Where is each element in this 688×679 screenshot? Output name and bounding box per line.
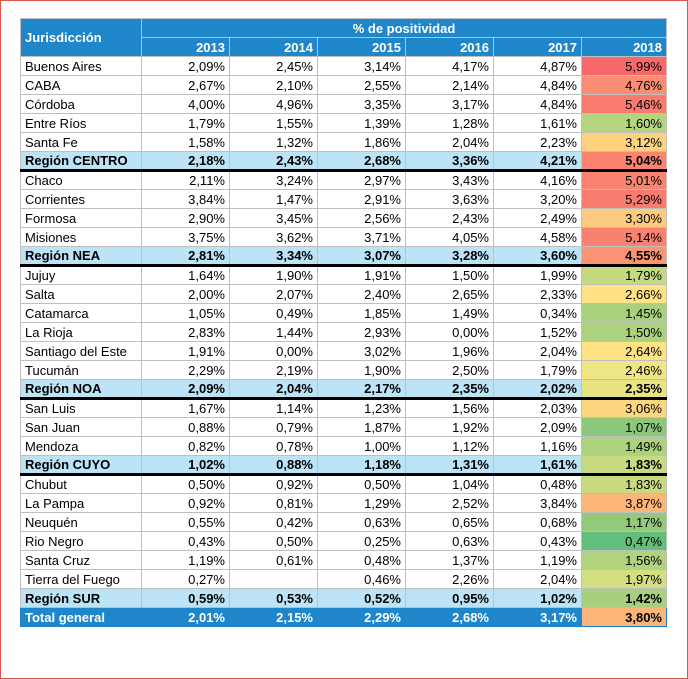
value-cell: 1,02% [494, 589, 582, 608]
value-cell: 3,14% [318, 57, 406, 76]
table-row [21, 171, 667, 190]
value-cell: 4,17% [406, 57, 494, 76]
value-cell: 4,87% [494, 57, 582, 76]
value-cell: 1,31% [406, 456, 494, 475]
value-cell: 2,04% [494, 570, 582, 589]
value-cell: 1,79% [142, 114, 230, 133]
table-row [21, 532, 667, 551]
value-cell: 2,01% [142, 608, 230, 627]
value-cell: 2,43% [406, 209, 494, 228]
value-2018-cell: 4,55% [582, 247, 667, 266]
value-2018-cell: 3,80% [582, 608, 667, 627]
jurisdiction-name: Salta [21, 285, 142, 304]
value-cell: 1,58% [142, 133, 230, 152]
value-cell: 3,35% [318, 95, 406, 114]
value-cell: 0,79% [230, 418, 318, 437]
value-cell: 2,91% [318, 190, 406, 209]
value-cell: 2,55% [318, 76, 406, 95]
value-cell: 2,35% [406, 380, 494, 399]
table-row [21, 323, 667, 342]
table-row [21, 437, 667, 456]
value-cell: 2,68% [318, 152, 406, 171]
value-cell: 2,10% [230, 76, 318, 95]
table-row [21, 418, 667, 437]
table-row [21, 133, 667, 152]
jurisdiction-name: Región CENTRO [21, 152, 142, 171]
value-cell: 0,78% [230, 437, 318, 456]
region-row [21, 456, 667, 475]
value-cell: 0,82% [142, 437, 230, 456]
table-row [21, 513, 667, 532]
header-year: 2015 [318, 38, 406, 57]
value-cell: 3,28% [406, 247, 494, 266]
table-row [21, 209, 667, 228]
value-cell: 1,05% [142, 304, 230, 323]
table-row [21, 190, 667, 209]
table-row [21, 361, 667, 380]
value-cell: 1,91% [318, 266, 406, 285]
value-cell: 2,29% [318, 608, 406, 627]
value-cell: 2,11% [142, 171, 230, 190]
positivity-table [20, 18, 667, 627]
value-cell: 3,84% [142, 190, 230, 209]
value-cell: 4,16% [494, 171, 582, 190]
value-cell: 3,84% [494, 494, 582, 513]
value-cell: 3,34% [230, 247, 318, 266]
value-cell: 0,88% [230, 456, 318, 475]
table-row [21, 95, 667, 114]
value-cell: 1,47% [230, 190, 318, 209]
value-2018-cell: 1,50% [582, 323, 667, 342]
value-cell: 0,81% [230, 494, 318, 513]
value-cell: 2,02% [494, 380, 582, 399]
jurisdiction-name: Santiago del Este [21, 342, 142, 361]
table-row [21, 76, 667, 95]
value-cell: 1,19% [142, 551, 230, 570]
value-2018-cell: 5,29% [582, 190, 667, 209]
value-cell: 0,92% [230, 475, 318, 494]
value-cell: 1,55% [230, 114, 318, 133]
value-2018-cell: 1,79% [582, 266, 667, 285]
header-year: 2018 [582, 38, 667, 57]
value-cell: 0,43% [494, 532, 582, 551]
jurisdiction-name: Misiones [21, 228, 142, 247]
value-cell: 2,81% [142, 247, 230, 266]
value-cell: 0,63% [406, 532, 494, 551]
value-cell: 1,04% [406, 475, 494, 494]
value-cell: 1,92% [406, 418, 494, 437]
value-cell: 2,00% [142, 285, 230, 304]
header-title: % de positividad [142, 19, 667, 38]
jurisdiction-name: Región CUYO [21, 456, 142, 475]
value-cell: 2,43% [230, 152, 318, 171]
table-row [21, 57, 667, 76]
jurisdiction-name: La Rioja [21, 323, 142, 342]
jurisdiction-name: Tucumán [21, 361, 142, 380]
value-cell: 3,17% [494, 608, 582, 627]
value-cell: 4,00% [142, 95, 230, 114]
region-row [21, 380, 667, 399]
value-cell: 0,48% [494, 475, 582, 494]
value-cell: 2,97% [318, 171, 406, 190]
value-cell: 1,67% [142, 399, 230, 418]
value-cell: 2,26% [406, 570, 494, 589]
value-cell: 4,84% [494, 76, 582, 95]
table-row [21, 494, 667, 513]
value-cell: 2,04% [230, 380, 318, 399]
value-2018-cell: 3,06% [582, 399, 667, 418]
value-cell: 3,20% [494, 190, 582, 209]
jurisdiction-name: Región NEA [21, 247, 142, 266]
value-cell: 1,16% [494, 437, 582, 456]
value-cell: 0,68% [494, 513, 582, 532]
value-2018-cell: 5,14% [582, 228, 667, 247]
value-cell: 2,83% [142, 323, 230, 342]
value-cell [230, 570, 318, 589]
table-row [21, 266, 667, 285]
value-cell: 1,64% [142, 266, 230, 285]
value-cell: 3,75% [142, 228, 230, 247]
value-cell: 1,90% [230, 266, 318, 285]
table-row [21, 475, 667, 494]
value-cell: 4,84% [494, 95, 582, 114]
value-2018-cell: 0,47% [582, 532, 667, 551]
value-cell: 2,04% [406, 133, 494, 152]
value-cell: 0,00% [406, 323, 494, 342]
value-cell: 2,09% [142, 380, 230, 399]
value-cell: 0,25% [318, 532, 406, 551]
value-cell: 2,03% [494, 399, 582, 418]
jurisdiction-name: Santa Cruz [21, 551, 142, 570]
value-cell: 2,52% [406, 494, 494, 513]
jurisdiction-name: Neuquén [21, 513, 142, 532]
jurisdiction-name: Buenos Aires [21, 57, 142, 76]
value-2018-cell: 1,83% [582, 456, 667, 475]
table-row [21, 114, 667, 133]
value-cell: 4,58% [494, 228, 582, 247]
jurisdiction-name: Santa Fe [21, 133, 142, 152]
jurisdiction-name: La Pampa [21, 494, 142, 513]
value-cell: 2,19% [230, 361, 318, 380]
value-cell: 1,91% [142, 342, 230, 361]
header-jurisdiccion: Jurisdicción [21, 19, 142, 57]
value-2018-cell: 1,49% [582, 437, 667, 456]
value-cell: 0,50% [318, 475, 406, 494]
value-cell: 2,04% [494, 342, 582, 361]
value-cell: 2,14% [406, 76, 494, 95]
value-cell: 2,56% [318, 209, 406, 228]
value-2018-cell: 1,45% [582, 304, 667, 323]
value-cell: 0,27% [142, 570, 230, 589]
value-cell: 1,29% [318, 494, 406, 513]
jurisdiction-name: Chaco [21, 171, 142, 190]
header-year: 2013 [142, 38, 230, 57]
value-cell: 1,86% [318, 133, 406, 152]
value-cell: 0,52% [318, 589, 406, 608]
value-cell: 3,62% [230, 228, 318, 247]
jurisdiction-name: Tierra del Fuego [21, 570, 142, 589]
value-cell: 1,96% [406, 342, 494, 361]
value-2018-cell: 1,07% [582, 418, 667, 437]
value-2018-cell: 3,12% [582, 133, 667, 152]
value-cell: 3,36% [406, 152, 494, 171]
total-row [21, 608, 667, 627]
jurisdiction-name: Córdoba [21, 95, 142, 114]
table-row [21, 399, 667, 418]
value-cell: 1,50% [406, 266, 494, 285]
value-cell: 2,23% [494, 133, 582, 152]
value-cell: 1,19% [494, 551, 582, 570]
table-row [21, 285, 667, 304]
jurisdiction-name: Región NOA [21, 380, 142, 399]
value-cell: 3,60% [494, 247, 582, 266]
table-row [21, 304, 667, 323]
value-cell: 2,18% [142, 152, 230, 171]
value-cell: 1,61% [494, 456, 582, 475]
region-row [21, 247, 667, 266]
value-2018-cell: 5,01% [582, 171, 667, 190]
value-cell: 2,65% [406, 285, 494, 304]
value-2018-cell: 4,76% [582, 76, 667, 95]
value-cell: 0,50% [230, 532, 318, 551]
value-cell: 1,32% [230, 133, 318, 152]
value-cell: 1,56% [406, 399, 494, 418]
jurisdiction-name: CABA [21, 76, 142, 95]
value-cell: 1,87% [318, 418, 406, 437]
value-cell: 3,17% [406, 95, 494, 114]
value-cell: 3,71% [318, 228, 406, 247]
jurisdiction-name: San Luis [21, 399, 142, 418]
value-2018-cell: 1,17% [582, 513, 667, 532]
value-2018-cell: 1,97% [582, 570, 667, 589]
value-cell: 0,34% [494, 304, 582, 323]
jurisdiction-name: Catamarca [21, 304, 142, 323]
value-2018-cell: 1,60% [582, 114, 667, 133]
value-cell: 1,02% [142, 456, 230, 475]
value-cell: 3,45% [230, 209, 318, 228]
value-2018-cell: 3,30% [582, 209, 667, 228]
header-row-top [21, 19, 667, 38]
jurisdiction-name: Entre Ríos [21, 114, 142, 133]
jurisdiction-name: Formosa [21, 209, 142, 228]
value-cell: 0,63% [318, 513, 406, 532]
value-cell: 0,42% [230, 513, 318, 532]
header-year: 2017 [494, 38, 582, 57]
value-cell: 0,43% [142, 532, 230, 551]
value-cell: 2,09% [494, 418, 582, 437]
value-cell: 0,49% [230, 304, 318, 323]
header-year: 2014 [230, 38, 318, 57]
value-2018-cell: 2,64% [582, 342, 667, 361]
jurisdiction-name: Chubut [21, 475, 142, 494]
table-row [21, 570, 667, 589]
value-cell: 2,90% [142, 209, 230, 228]
jurisdiction-name: Rio Negro [21, 532, 142, 551]
value-cell: 3,07% [318, 247, 406, 266]
value-cell: 1,61% [494, 114, 582, 133]
value-cell: 2,33% [494, 285, 582, 304]
value-cell: 2,09% [142, 57, 230, 76]
value-cell: 4,05% [406, 228, 494, 247]
value-cell: 1,49% [406, 304, 494, 323]
value-2018-cell: 1,56% [582, 551, 667, 570]
value-cell: 2,45% [230, 57, 318, 76]
value-cell: 1,23% [318, 399, 406, 418]
value-cell: 2,49% [494, 209, 582, 228]
value-cell: 1,85% [318, 304, 406, 323]
value-2018-cell: 2,35% [582, 380, 667, 399]
value-cell: 0,50% [142, 475, 230, 494]
value-cell: 1,99% [494, 266, 582, 285]
value-cell: 1,18% [318, 456, 406, 475]
value-cell: 0,00% [230, 342, 318, 361]
value-cell: 0,59% [142, 589, 230, 608]
value-2018-cell: 5,99% [582, 57, 667, 76]
value-cell: 1,52% [494, 323, 582, 342]
value-cell: 0,48% [318, 551, 406, 570]
value-cell: 2,40% [318, 285, 406, 304]
value-cell: 4,96% [230, 95, 318, 114]
value-cell: 2,93% [318, 323, 406, 342]
value-2018-cell: 5,04% [582, 152, 667, 171]
jurisdiction-name: San Juan [21, 418, 142, 437]
value-cell: 0,46% [318, 570, 406, 589]
value-cell: 2,15% [230, 608, 318, 627]
value-cell: 0,88% [142, 418, 230, 437]
value-cell: 3,02% [318, 342, 406, 361]
value-cell: 1,79% [494, 361, 582, 380]
value-cell: 1,90% [318, 361, 406, 380]
value-cell: 0,92% [142, 494, 230, 513]
value-2018-cell: 1,83% [582, 475, 667, 494]
value-2018-cell: 5,46% [582, 95, 667, 114]
value-cell: 3,43% [406, 171, 494, 190]
value-cell: 1,14% [230, 399, 318, 418]
value-cell: 2,68% [406, 608, 494, 627]
region-row [21, 589, 667, 608]
table-body [21, 57, 667, 627]
value-cell: 3,63% [406, 190, 494, 209]
value-cell: 2,07% [230, 285, 318, 304]
value-cell: 0,55% [142, 513, 230, 532]
value-cell: 1,12% [406, 437, 494, 456]
jurisdiction-name: Región SUR [21, 589, 142, 608]
value-cell: 1,37% [406, 551, 494, 570]
value-cell: 1,44% [230, 323, 318, 342]
jurisdiction-name: Total general [21, 608, 142, 627]
value-cell: 0,53% [230, 589, 318, 608]
table-row [21, 228, 667, 247]
jurisdiction-name: Mendoza [21, 437, 142, 456]
value-cell: 1,28% [406, 114, 494, 133]
value-2018-cell: 1,42% [582, 589, 667, 608]
header-year: 2016 [406, 38, 494, 57]
value-cell: 2,29% [142, 361, 230, 380]
value-cell: 2,67% [142, 76, 230, 95]
table-row [21, 342, 667, 361]
value-cell: 3,24% [230, 171, 318, 190]
region-row [21, 152, 667, 171]
value-cell: 1,00% [318, 437, 406, 456]
value-cell: 0,65% [406, 513, 494, 532]
value-cell: 4,21% [494, 152, 582, 171]
value-cell: 0,95% [406, 589, 494, 608]
value-cell: 1,39% [318, 114, 406, 133]
value-cell: 2,50% [406, 361, 494, 380]
jurisdiction-name: Corrientes [21, 190, 142, 209]
value-cell: 2,17% [318, 380, 406, 399]
value-cell: 0,61% [230, 551, 318, 570]
value-2018-cell: 2,46% [582, 361, 667, 380]
jurisdiction-name: Jujuy [21, 266, 142, 285]
value-2018-cell: 3,87% [582, 494, 667, 513]
value-2018-cell: 2,66% [582, 285, 667, 304]
table-row [21, 551, 667, 570]
